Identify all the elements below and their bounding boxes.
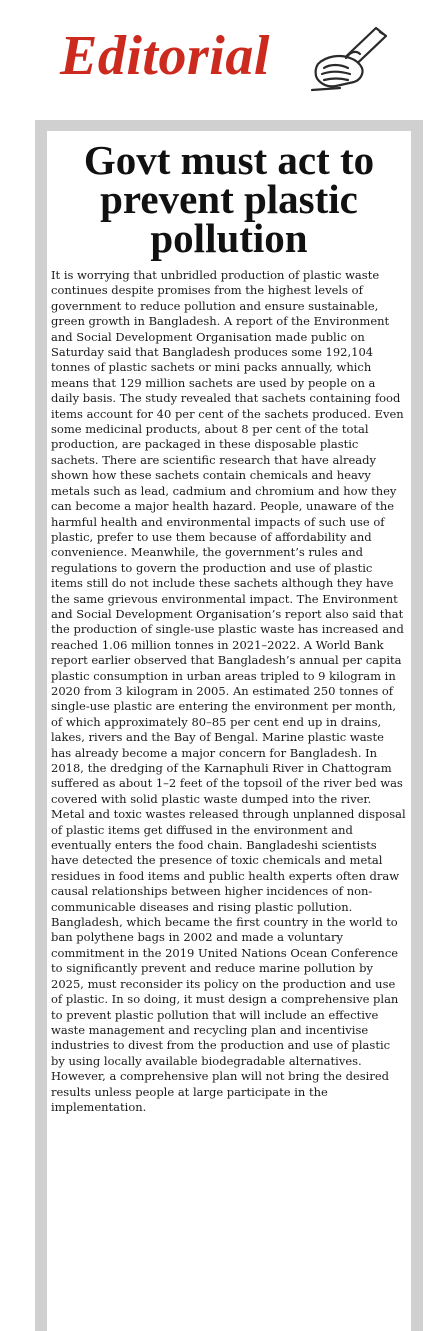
editorial-masthead xyxy=(0,0,439,100)
editorial-frame xyxy=(35,120,423,1331)
article-headline: Govt must act to prevent plastic pollution xyxy=(83,137,375,261)
editorial-article xyxy=(47,131,411,1331)
hand-writing-pen-icon xyxy=(310,24,390,94)
section-title: Editorial xyxy=(60,25,270,87)
article-body: It is worrying that unbridled production of plastic waste continues despite promises from the highest levels of government to reduce pollution and ensure sustainable, green growth in Bangladesh. A report of the Environment and Social Development Organisation made public on Saturday said that Bangladesh produces some 192,104 tonnes of plastic sachets or mini packs annually, which means that 129 million sachets are used by people on a daily basis. The study revealed that sachets containing food items account for 40 per cent of the sachets produced. Even some medicinal products, about 8 per cent of the total production, are packaged in these disposable plastic sachets. There are scientific research that have already shown how these sachets contain chemicals and heavy metals such as lead, cadmium and chromium and how they can become a major health hazard. People, unaware of the harmful health and environmental impacts of such use of plastic, prefer to use them because of affordability and convenience. Meanwhile, the government’s rules and regulations to govern the production and use of plastic items still do not include these sachets although they have the same grievous environmental impact. The Environment and Social Development Organisation’s report also said that the production of single-use plastic waste has increased and reached 1.06 million tonnes in 2021–2022. A World Bank report earlier observed that Bangladesh’s annual per capita plastic consumption in urban areas tripled to 9 kilogram in 2020 from 3 kilogram in 2005. An estimated 250 tonnes of single-use plastic are entering the environment per month, of which approximately 80–85 per cent end up in drains, lakes, rivers and the Bay of Bengal. Marine plastic waste has already become a major concern for Bangladesh. In 2018, the dredging of the Karnaphuli River in Chattogram suffered as about 1–2 feet of the topsoil of the river bed was covered with solid plastic waste dumped into the river. Metal and toxic wastes released through unplanned disposal of plastic items get diffused in the environment and eventually enters the food chain. Bangladeshi scientists have detected the presence of toxic chemicals and metal residues in food items and public health experts often draw causal relationships between higher incidences of non-communicable diseases and rising plastic pollution. Bangladesh, which became the first country in the world to ban polythene bags in 2002 and made a voluntary commitment in the 2019 United Nations Ocean Conference to significantly prevent and reduce marine pollution by 2025, must reconsider its policy on the production and use of plastic. In so doing, it must design a comprehensive plan to prevent plastic pollution that will include an effective waste management and recycling plan and incentivise industries to divest from the production and use of plastic by using locally available biodegradable alternatives. However, a comprehensive plan will not bring the desired results unless people at large participate in the implementation. xyxy=(51,268,406,1114)
